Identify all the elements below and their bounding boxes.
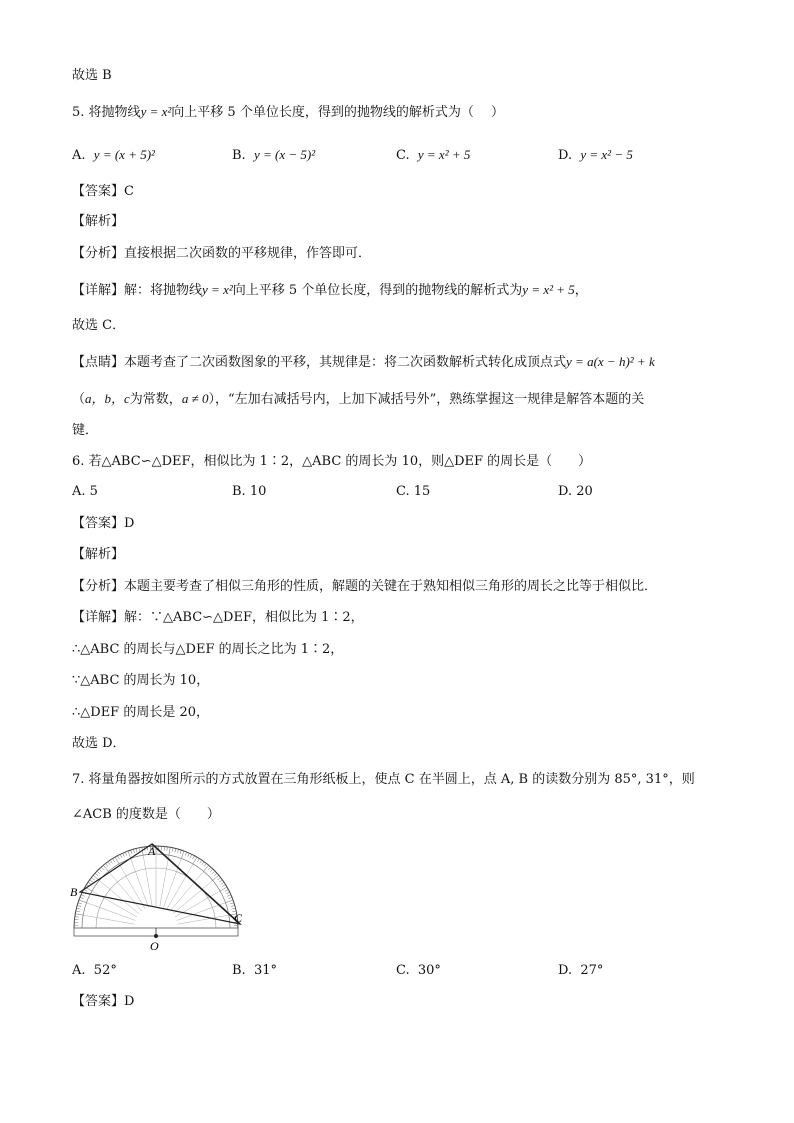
q6-option-c [396,482,430,502]
protractor-radial-line [170,871,203,911]
protractor-tick [106,863,108,866]
q5-option-c [396,145,470,166]
protractor-tick [190,854,192,858]
q5-analysis-heading [72,212,124,232]
q5-option-b [232,145,315,166]
protractor-radial-line [108,871,141,911]
label-b: B [70,885,78,899]
protractor-tick [97,871,100,874]
q5-dianjing-line2 [72,389,644,410]
protractor-tick [193,856,195,860]
q5-option-b-label: B. [232,148,246,163]
protractor-tick [139,848,140,852]
protractor-tick [226,892,230,894]
q5-stem [72,102,504,123]
q6-answer [72,514,134,534]
q6-option-d [558,482,593,502]
q7-option-b-label: B. [232,963,246,978]
q7-stem-line2: ∠ACB 的度数是（ ） [72,807,220,822]
q5-xiangjie-expr1: y = x² [202,282,233,297]
q5-dianjing-l2-c: ），“左加右减括号内，上加下减括号外”，熟练掌握这一规律是解答本题的关 [208,392,645,407]
q5-xiangjie-b: 向上平移 5 个单位长度，得到的抛物线的解析式为 [232,283,523,298]
protractor-tick [79,900,87,903]
q6-fenxi-tag: 【分析】 [72,579,125,594]
q5-option-b-expr: y = (x − 5)² [253,147,316,162]
protractor-tick [200,860,202,863]
q6-option-d-label: D. [558,484,573,499]
protractor-tick [204,863,206,866]
protractor-tick [177,849,178,853]
q6-option-a [72,482,98,502]
q7-answer-tag: 【答案】 [72,994,125,1009]
protractor-tick [202,862,204,865]
protractor-tick [193,857,197,864]
q5-answer-value: C [124,184,134,199]
q7-option-a-label: A. [72,963,86,978]
protractor-tick [208,867,211,870]
protractor [74,846,238,936]
protractor-tick [220,887,227,891]
q6-stem-text: 若△ABC∽△DEF，相似比为 1∶2，△ABC 的周长为 10，则△DEF 的周长是（ ） [88,454,592,469]
protractor-tick [219,880,222,882]
q6-option-b-value: 10 [249,484,267,499]
q7-option-a-value: 52° [93,963,117,978]
q6-option-d-value: 20 [576,484,593,499]
q5-dianjing-l2-b: 为常数， [129,392,182,407]
q5-number: 5. [72,105,85,120]
protractor-tick [181,851,184,859]
protractor-radial-lines [74,846,238,925]
protractor-tick [231,905,235,906]
q5-fenxi-text: 直接根据二次函数的平移规律，作答即可． [124,246,372,261]
protractor-tick [180,850,181,854]
q5-option-c-label: C. [396,148,410,163]
q5-option-a-expr: y = (x + 5)² [93,147,155,162]
q6-step-1: 解：∵△ABC∽△DEF，相似比为 1∶2， [124,610,364,625]
protractor-tick [222,885,225,887]
protractor-tick [230,903,234,904]
q5-stem-expr: y = x² [140,104,172,119]
protractor-tick [76,908,80,909]
q6-stem [72,452,591,472]
protractor-tick [75,914,83,915]
protractor-tick [125,852,126,856]
q5-dianjing-line3: 键． [72,423,99,438]
q6-answer-value: D [124,516,135,531]
protractor-tick [227,895,231,897]
protractor-tick [81,895,85,897]
protractor-tick [136,848,137,852]
protractor-tick [110,860,112,863]
q5-stem-a: 将抛物线 [88,105,141,120]
q5-xiangjie-a: 解：将抛物线 [124,283,203,298]
protractor-tick [101,867,104,870]
q5-xiangjie-c: ， [574,283,588,298]
q7-option-b-value: 31° [253,963,277,978]
label-a: A [148,844,156,858]
q6-option-b-label: B. [232,484,246,499]
q5-option-d [558,145,633,166]
label-o: O [150,939,159,953]
q7-answer [72,992,134,1012]
q5-answer-tag: 【答案】 [72,184,125,199]
q5-dianjing-tag: 【点睛】 [72,355,125,370]
protractor-tick [108,862,110,865]
protractor-tick [225,890,229,892]
protractor-tick [120,854,122,858]
q5-dianjing-a: 本题考查了二次函数图象的平移，其规律是：将二次函数解析式转化成顶点式 [124,355,567,370]
q7-stem-line1-text: 将量角器按如图所示的方式放置在三角形纸板上，使点 C 在半圆上，点 A, B 的读数分别为 85°, 31°，则 [88,772,695,787]
protractor-triangle-figure [66,836,256,954]
protractor-tick [128,851,131,859]
q6-choose: 故选 D． [72,736,126,751]
q7-answer-value: D [124,994,135,1009]
protractor-tick [78,903,82,904]
protractor-tick [214,873,217,876]
q5-dianjing-l2-expr: a，b，c [85,391,130,406]
protractor-tick [118,856,120,860]
q5-fenxi-tag: 【分析】 [72,246,125,261]
q6-option-b [232,482,266,502]
protractor-tick [228,897,232,898]
q7-option-d [558,961,603,981]
protractor-tick [88,882,91,884]
protractor-tick [95,873,98,876]
q5-xiangjie [72,280,588,301]
protractor-tick [75,917,79,918]
previous-conclusion: 故选 B [72,68,112,83]
q6-number: 6. [72,454,85,469]
q7-option-d-label: D. [558,963,573,978]
q7-option-c-value: 30° [417,963,441,978]
q5-option-d-label: D. [558,148,573,163]
q7-option-c-label: C. [396,963,410,978]
protractor-tick [226,900,234,903]
q6-analysis-tag: 【解析】 [72,547,125,562]
protractor-tick [169,847,170,855]
protractor-tick [133,849,134,853]
protractor-tick [185,852,186,856]
q7-stem-line1 [72,770,695,790]
protractor-tick [113,858,115,861]
protractor-tick [188,853,190,857]
point-o-marker [154,934,158,938]
q6-xiangjie-tag: 【详解】 [72,610,125,625]
q5-option-c-expr: y = x² + 5 [417,147,471,162]
q5-fenxi [72,244,371,264]
q7-option-a [72,961,117,981]
q5-dianjing-l2-expr2: a ≠ 0 [181,391,209,406]
protractor-tick [172,848,173,852]
protractor-tick [91,878,94,880]
protractor-tick [76,911,80,912]
q5-analysis-tag: 【解析】 [72,214,125,229]
protractor-tick [197,858,199,861]
q6-option-a-value: 5 [89,484,98,499]
q5-dianjing-l2-a: （ [72,392,86,407]
q6-answer-tag: 【答案】 [72,516,125,531]
q5-xiangjie-expr2: y = x² + 5 [522,282,575,297]
protractor-radial-line [83,915,134,924]
q6-analysis-heading [72,545,124,565]
q6-fenxi-text: 本题主要考查了相似三角形的性质，解题的关键在于熟知相似三角形的周长之比等于相似比． [124,579,658,594]
protractor-tick [175,848,176,852]
protractor-tick [210,869,213,872]
q6-xiangjie [72,608,364,628]
protractor-radial-line [160,855,169,906]
protractor-tick [90,880,93,882]
q5-answer [72,182,134,202]
q5-dianjing [72,352,655,373]
q7-option-d-value: 27° [580,963,604,978]
protractor-tick [80,897,84,898]
label-c: C [234,911,243,925]
protractor-tick [221,882,224,884]
protractor-tick [115,857,119,864]
q6-step-3: ∵△ABC 的周长为 10， [72,673,210,688]
q5-option-a-label: A. [72,148,86,163]
q5-stem-b: 向上平移 5 个单位长度，得到的抛物线的解析式为（ ） [171,105,504,120]
q6-fenxi [72,577,657,597]
q6-step-4: ∴△DEF 的周长是 20， [72,705,210,720]
protractor-tick [212,871,215,874]
protractor-radial-line [173,880,213,913]
q6-step-2: ∴△ABC 的周长与△DEF 的周长之比为 1∶2， [72,642,344,657]
q7-option-c [396,961,441,981]
q5-dianjing-expr: y = a(x − h)² + k [566,354,655,369]
q6-option-a-label: A. [72,484,86,499]
q7-option-b [232,961,277,981]
protractor-tick [99,869,102,872]
protractor-radial-line [143,855,152,906]
q5-option-a [72,145,155,166]
q6-option-c-label: C. [396,484,410,499]
protractor-tick [167,847,168,851]
protractor-tick [123,853,125,857]
q5-xiangjie-tag: 【详解】 [72,283,125,298]
protractor-tick [131,850,132,854]
protractor-tick [232,908,236,909]
protractor-tick [217,878,220,880]
q5-option-d-expr: y = x² − 5 [580,147,633,162]
q5-choose: 故选 C． [72,318,126,333]
protractor-tick [77,905,81,906]
q6-option-c-value: 15 [413,484,431,499]
q7-number: 7. [72,772,85,787]
